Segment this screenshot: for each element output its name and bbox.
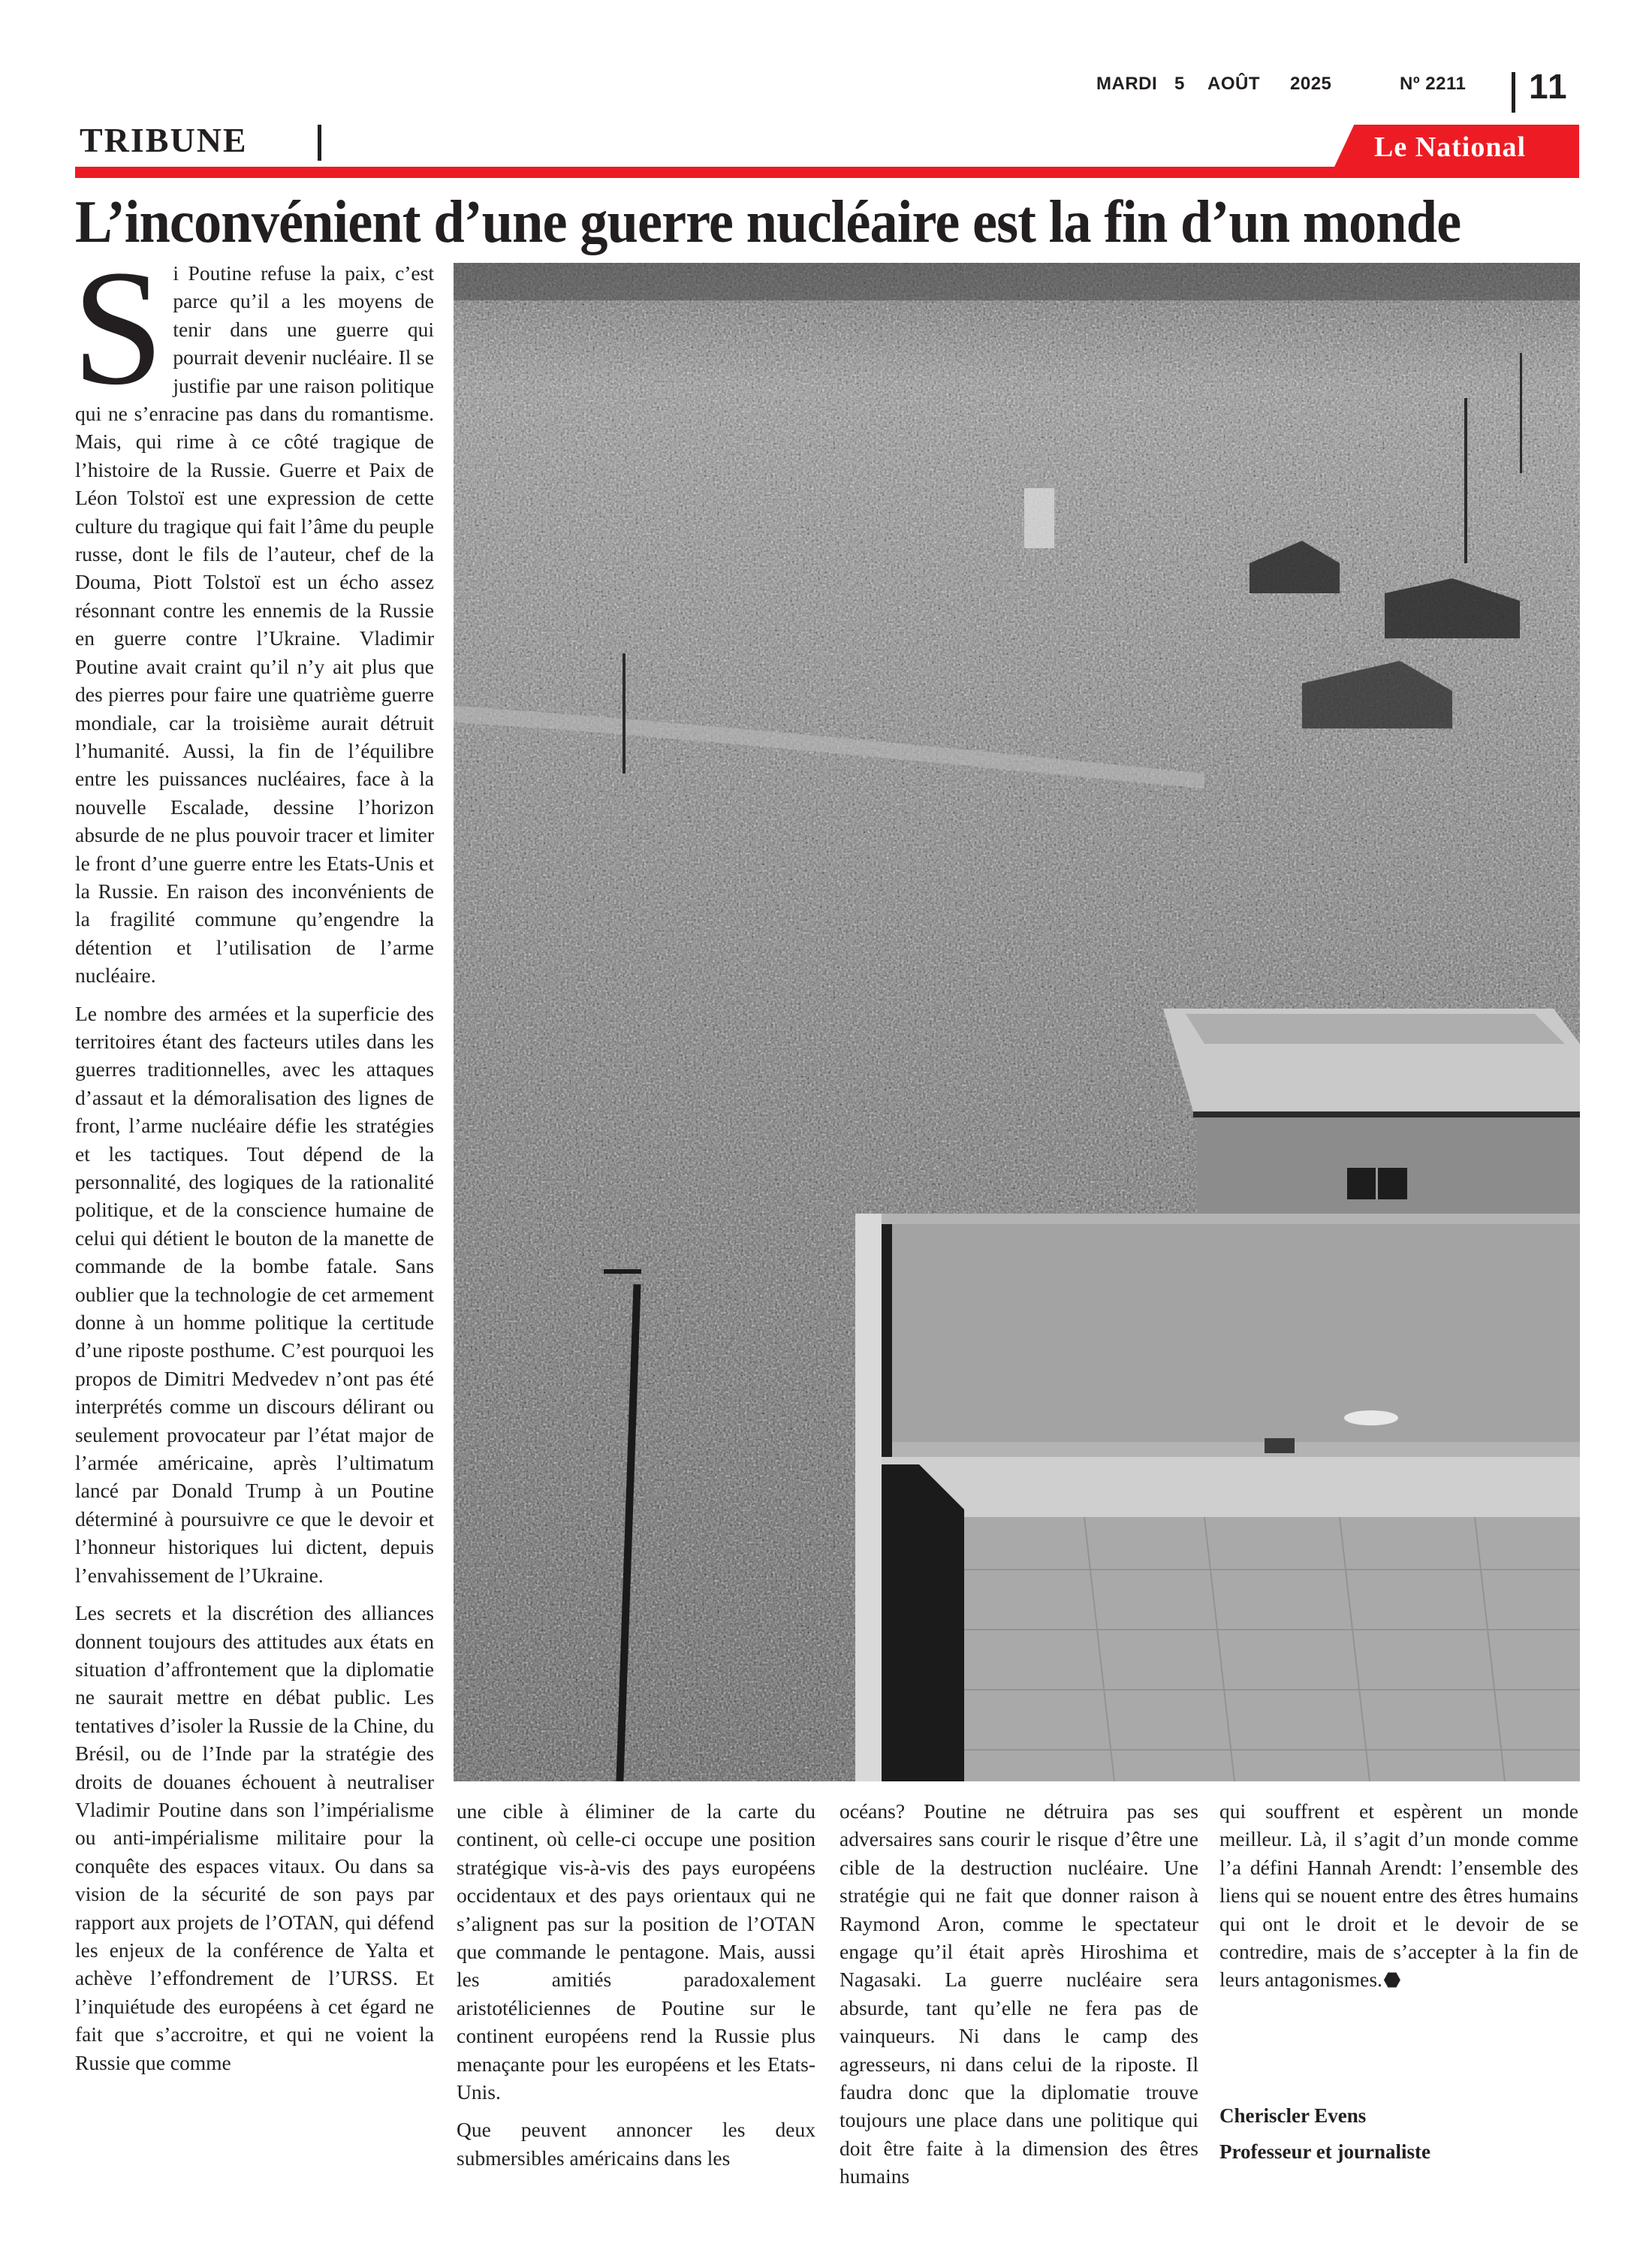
issue-year: 2025 bbox=[1290, 74, 1332, 94]
newspaper-brand: Le National bbox=[1374, 131, 1527, 163]
page-number-divider bbox=[1512, 72, 1515, 113]
ruined-city-photo bbox=[454, 263, 1580, 1781]
author-title: Professeur et journaliste bbox=[1219, 2140, 1430, 2163]
issue-month: AOÛT bbox=[1207, 74, 1260, 94]
issue-number: Nº 2211 bbox=[1400, 74, 1467, 94]
paragraph bbox=[72, 236, 434, 990]
author-name: Cheriscler Evens bbox=[1219, 2104, 1367, 2127]
article-column-4 bbox=[1219, 1797, 1578, 2004]
paragraph bbox=[1219, 1797, 1578, 1994]
article-column-1 bbox=[72, 236, 434, 2086]
paragraph: Les secrets et la discrétion des alliances donnent toujours des attitudes aux états en situation d’affrontement que la diplomatie ne saurait mettre en débat public. Les tentatives d’isoler la Russie de la Chine, du Brésil, ou de l’Inde par la stratégie des droits de douanes échouent à neutraliser Vladimir Poutine dans son l’impérialisme ou anti-impérialisme militaire pour la conquête des espaces vitaux. Ou dans sa vision de la sécurité de son pays par rapport aux projets de l’OTAN, qui défend les enjeux de la conférence de Yalta et achève l’effondrement de l’URSS. Et l’inquiétude des européens à cet égard ne fait que s’accroitre, et qui ne voient la Russie que comme bbox=[75, 1601, 434, 2074]
article-column-2 bbox=[457, 1797, 815, 2182]
paragraph-text: i Poutine refuse la paix, c’est parce qu’il a les moyens de tenir dans une guerre qui pourrait devenir nucléaire. Il se justifie par une raison politique qui ne s’enracine pas dans du romantisme. Mais, qui rime à ce côté tragique de l’histoire de la Russie. Guerre et Paix de Léon Tolstoï est une expression de cette culture du tragique qui fait l’âme du peuple russe, dont le fils de l’auteur, chef de la Douma, Piott Tolstoï est un écho assez résonnant contre les ennemis de la Russie en guerre contre l’Ukraine. Vladimir Poutine avait craint qu’il n’y ait plus que des pierres pour faire une quatrième guerre mondiale, car la troisième aurait détruit l’humanité. Aussi, la fin de l’équilibre entre les puissances nucléaires, face à la nouvelle Escalade, dessine l’horizon absurde de ne plus pouvoir tracer et limiter le front d’une guerre entre les Etats-Unis et la Russie. En raison des inconvénients de la fragilité commune qu’engendre la détention et l’utilisation de l’arme nucléaire. bbox=[75, 261, 434, 988]
section-divider bbox=[318, 125, 321, 161]
issue-date: 5 bbox=[1174, 74, 1185, 94]
article-column-3 bbox=[840, 1797, 1198, 2200]
drop-cap: S bbox=[72, 236, 164, 419]
page-number: 11 bbox=[1529, 67, 1569, 106]
section-label: TRIBUNE bbox=[80, 121, 248, 159]
paragraph: Que peuvent annoncer les deux submersibles américains dans les bbox=[457, 2118, 815, 2170]
hexagon-end-mark-icon bbox=[1384, 1971, 1400, 1988]
paragraph: Le nombre des armées et la superficie des territoires étant des facteurs utiles dans les guerres traditionnelles, avec les attaques d’assaut et la démoralisation des lignes de front, l’arme nucléaire défie les stratégies et les tactiques. Tout dépend de la personnalité, des logiques de la rationalité politique, et de la conscience humaine de celui qui détient le bouton de la manette de commande de la bombe fatale. Sans oublier que la technologie de cet armement donne à un homme politique la certitude d’une riposte posthume. C’est pourquoi les propos de Dimitri Medvedev n’ont pas été interprétés comme un discours délirant ou seulement provocateur par l’état major de l’armée américaine, après l’ultimatum lancé par Donald Trump à un Poutine déterminé à poursuivre ce que le devoir et l’honneur historiques lui dictent, depuis l’envahissement de l’Ukraine. bbox=[75, 1001, 434, 1587]
article-headline: L’inconvénient d’une guerre nucléaire est la fin d’un monde bbox=[75, 189, 1461, 255]
paragraph-text: qui souffrent et espèrent un monde meilleur. Là, il s’agit d’un monde comme l’a défini Hannah Arendt: l’ensemble des liens qui se nouent entre des êtres humains qui ont le droit et le devoir de se contredire, mais de s’accepter à la fin de leurs antagonismes. bbox=[1219, 1799, 1578, 1992]
issue-day: MARDI bbox=[1096, 74, 1158, 94]
paragraph: océans? Poutine ne détruira pas ses adversaires sans courir le risque d’être une cible de la destruction nucléaire. Une stratégie qui ne fait que donner raison à Raymond Aron, comme le spectateur engage qu’il était après Hiroshima et Nagasaki. La guerre nucléaire sera absurde, tant qu’elle ne fera pas de vainqueurs. Ni dans le camp des agresseurs, ni dans celui de la riposte. Il faudra donc que la diplomatie trouve toujours une place dans une politique qui doit être faite à la dimension des êtres humains bbox=[840, 1799, 1198, 2188]
paragraph: une cible à éliminer de la carte du continent, où celle-ci occupe une position stratégique vis-à-vis des pays européens occidentaux et des pays orientaux qui ne s’alignent pas sur la position de l’OTAN que commande le pentagone. Mais, aussi les amitiés paradoxalement aristotéliciennes de Poutine sur le continent européens rend la Russie plus menaçante pour les européens et les Etats-Unis. bbox=[457, 1799, 815, 2104]
article-photo bbox=[454, 263, 1580, 1781]
